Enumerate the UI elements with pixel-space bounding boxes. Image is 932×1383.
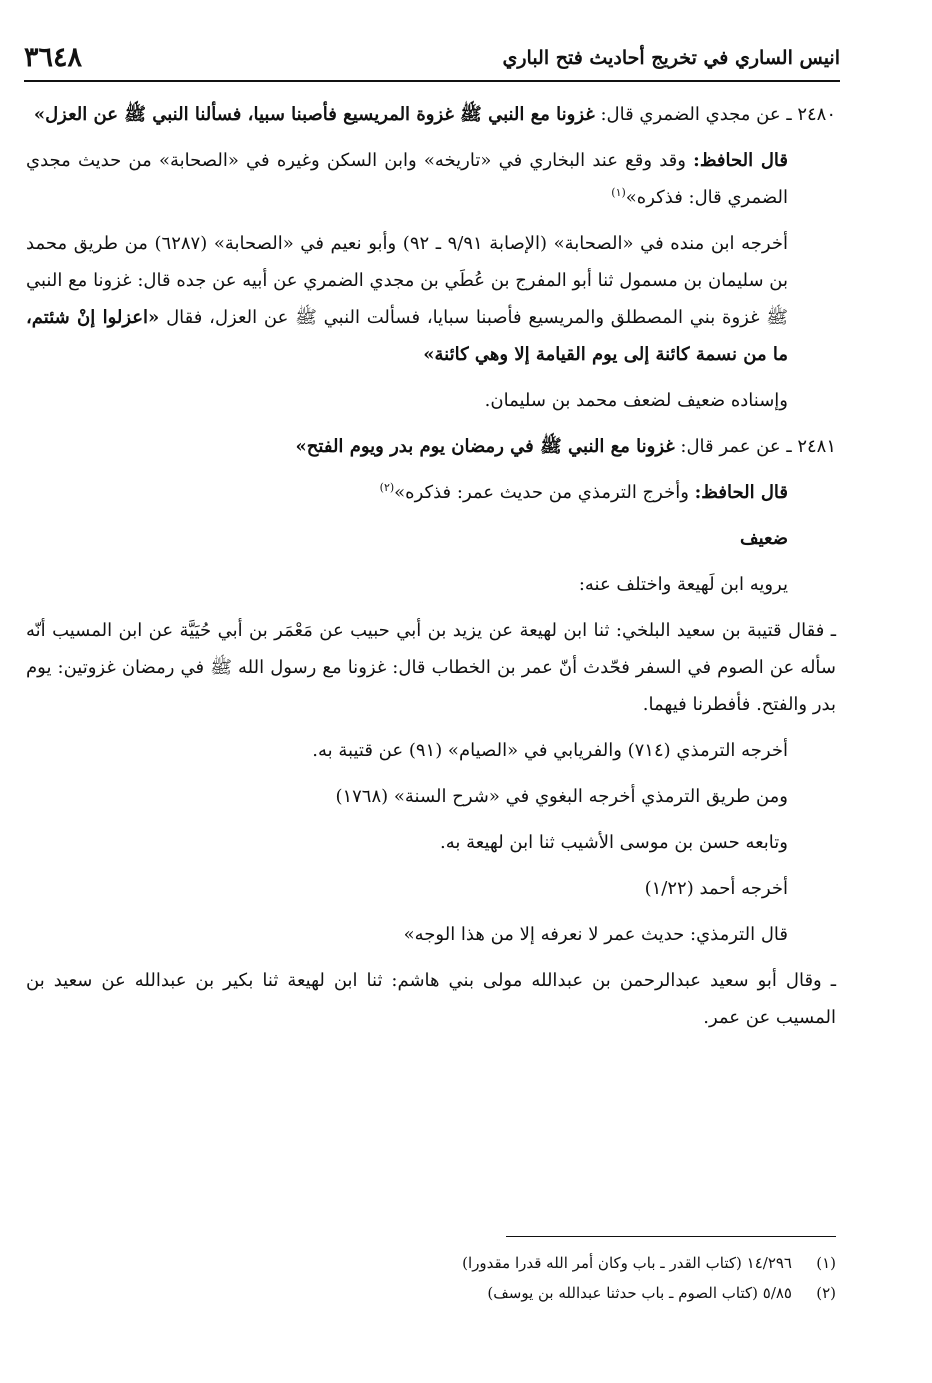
takhrij-2480: [26, 225, 836, 373]
hafiz-text: وقد وقع عند البخاري في «تاريخه» وابن السكن وغيره في «الصحابة» من حديث مجدي الضمري قال: فذكره»: [26, 150, 788, 208]
hadith-number: ٢٤٨١: [797, 436, 836, 457]
paragraph: قال الترمذي: حديث عمر لا نعرفه إلا من هذا الوجه»: [403, 924, 788, 945]
footnote-2: [26, 1278, 836, 1308]
hafiz-label: قال الحافظ:: [693, 150, 788, 171]
hadith-text: غزونا مع النبي ﷺ في رمضان يوم بدر ويوم الفتح»: [295, 436, 675, 457]
hafiz-note-2480: [26, 142, 836, 216]
running-title: انيس الساري في تخريج أحاديث فتح الباري: [502, 47, 840, 69]
header-rule: [24, 80, 840, 82]
hadith-text: غزونا مع النبي ﷺ غزوة المريسيع فأصبنا سبيا، فسألنا النبي ﷺ عن العزل»: [33, 104, 595, 125]
page-header: [24, 36, 840, 80]
hafiz-text: وأخرج الترمذي من حديث عمر: فذكره»: [394, 482, 695, 503]
footnote-text: ٥/٨٥ (كتاب الصوم ـ باب حدثنا عبدالله بن يوسف): [487, 1284, 792, 1302]
footnote-ref-1: (١): [611, 186, 626, 199]
hadith-intro: ـ عن مجدي الضمري قال:: [594, 104, 798, 125]
paragraph: ـ وقال أبو سعيد عبدالرحمن بن عبدالله مولى بني هاشم: ثنا ابن لهيعة ثنا بكير بن عبدالله عن سعيد بن المسيب عن عمر.: [26, 970, 837, 1028]
footnote-ref-2: (٢): [379, 481, 395, 494]
paragraph: يرويه ابن لَهيعة واختلف عنه:: [578, 574, 788, 595]
hadith-number: ٢٤٨٠: [797, 104, 836, 125]
main-text: [26, 96, 836, 1045]
takhrij-text: أخرجه ابن منده في «الصحابة» (الإصابة ٩/٩١ ـ ٩٢) وأبو نعيم في «الصحابة» (٦٢٨٧) من طريق محمد بن سليمان بن مسمول ثنا أبو المفرج بن عُطَي بن مجدي الضمري عن أبيه عن جده قال: غزونا مع النبي ﷺ غزوة بني المصطلق والمريسيع فأصبنا سبايا، فسألت النبي ﷺ عن العزل، فقال: [26, 233, 788, 328]
footnote-number: (٢): [816, 1284, 836, 1302]
takhrij-bold: «اعزلوا إنْ شئتم، ما من نسمة كائنة إلى يوم القيامة إلا وهي كائنة»: [26, 307, 788, 365]
hafiz-label: قال الحافظ:: [694, 482, 788, 503]
hadith-2481: [26, 428, 836, 465]
hadith-intro: ـ عن عمر قال:: [674, 436, 798, 457]
paragraph: وتابعه حسن بن موسى الأشيب ثنا ابن لهيعة به.: [440, 832, 788, 853]
grade-label: ضعيف: [739, 528, 788, 549]
isnad-2480: وإسناده ضعيف لضعف محمد بن سليمان.: [484, 390, 788, 411]
paragraph: ـ فقال قتيبة بن سعيد البلخي: ثنا ابن لهيعة عن يزيد بن أبي حبيب عن مَعْمَر بن أبي حُيَيَّة عن ابن المسيب أنّه سأله عن الصوم في السفر فحّدث أنّ عمر بن الخطاب قال: غزونا مع رسول الله ﷺ في رمضان غزوتين: يوم بدر والفتح. فأفطرنا فيهما.: [26, 620, 836, 715]
footnote-1: [26, 1248, 836, 1278]
footnote-rule: [506, 1236, 836, 1237]
footnote-number: (١): [816, 1254, 836, 1272]
page-number: ٣٦٤٨: [24, 42, 83, 73]
paragraph: ومن طريق الترمذي أخرجه البغوي في «شرح السنة» (١٧٦٨): [335, 786, 788, 807]
paragraph: أخرجه أحمد (١/٢٢): [644, 878, 788, 899]
footnote-text: ١٤/٢٩٦ (كتاب القدر ـ باب وكان أمر الله قدرا مقدورا): [462, 1254, 792, 1272]
hadith-2480: [26, 96, 836, 133]
footnotes: [26, 1248, 836, 1308]
hafiz-note-2481: [26, 474, 836, 511]
paragraph: أخرجه الترمذي (٧١٤) والفريابي في «الصيام» (٩١) عن قتيبة به.: [312, 740, 788, 761]
